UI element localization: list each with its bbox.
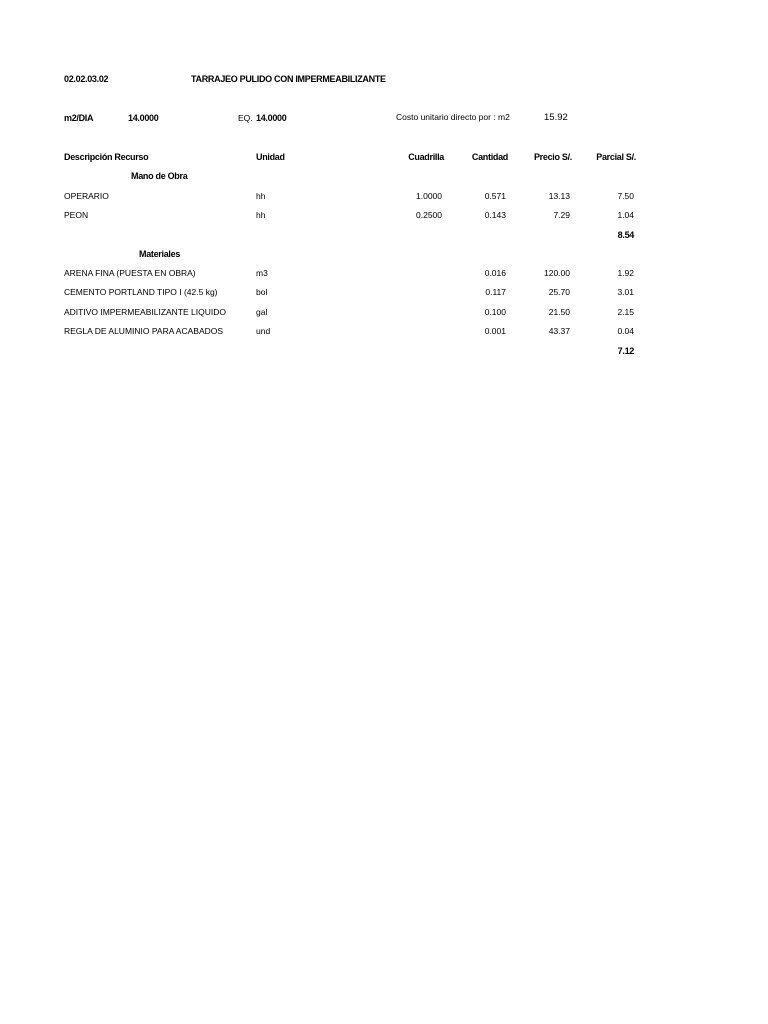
- row-cantidad: 0.571: [484, 191, 506, 201]
- row-parcial: 1.04: [617, 210, 634, 220]
- row-unidad: gal: [256, 307, 268, 317]
- costo-unitario-label: Costo unitario directo por : m2: [396, 112, 510, 122]
- row-precio: 13.13: [548, 191, 570, 201]
- row-precio: 43.37: [548, 326, 570, 336]
- col-descripcion: Descripción Recurso: [64, 152, 149, 162]
- row-precio: 120.00: [544, 268, 570, 278]
- section-materiales-title: Materiales: [139, 249, 181, 259]
- row-unidad: m3: [256, 268, 268, 278]
- eq-value: 14.0000: [256, 113, 287, 123]
- row-precio: 7.29: [553, 210, 570, 220]
- col-cantidad: Cantidad: [471, 152, 508, 162]
- mano-de-obra-subtotal: 8.54: [617, 230, 634, 240]
- row-precio: 25.70: [548, 287, 570, 297]
- item-code: 02.02.03.02: [64, 74, 109, 84]
- col-parcial: Parcial S/.: [596, 152, 636, 162]
- row-unidad: hh: [256, 191, 266, 201]
- row-parcial: 3.01: [617, 287, 634, 297]
- eq-label: EQ.: [238, 113, 253, 123]
- row-cantidad: 0.100: [484, 307, 506, 317]
- costo-unitario-value: 15.92: [544, 112, 568, 123]
- row-parcial: 7.50: [617, 191, 634, 201]
- row-descripcion: ADITIVO IMPERMEABILIZANTE LIQUIDO: [64, 307, 226, 317]
- row-parcial: 0.04: [617, 326, 634, 336]
- section-mano-de-obra-title: Mano de Obra: [131, 171, 188, 181]
- row-cuadrilla: 1.0000: [416, 191, 442, 201]
- row-descripcion: ARENA FINA (PUESTA EN OBRA): [64, 268, 196, 278]
- row-cantidad: 0.143: [484, 210, 506, 220]
- rendimiento-label: m2/DIA: [64, 113, 94, 123]
- col-cuadrilla: Cuadrilla: [408, 152, 444, 162]
- row-unidad: und: [256, 326, 271, 336]
- row-unidad: hh: [256, 210, 266, 220]
- row-descripcion: CEMENTO PORTLAND TIPO I (42.5 kg): [64, 287, 218, 297]
- item-title: TARRAJEO PULIDO CON IMPERMEABILIZANTE: [191, 74, 386, 84]
- row-cantidad: 0.016: [484, 268, 506, 278]
- row-cantidad: 0.001: [484, 326, 506, 336]
- row-parcial: 1.92: [617, 268, 634, 278]
- row-descripcion: PEON: [64, 210, 89, 220]
- rendimiento-value: 14.0000: [128, 113, 159, 123]
- row-precio: 21.50: [548, 307, 570, 317]
- row-parcial: 2.15: [617, 307, 634, 317]
- row-descripcion: OPERARIO: [64, 191, 109, 201]
- row-descripcion: REGLA DE ALUMINIO PARA ACABADOS: [64, 326, 224, 336]
- materiales-subtotal: 7.12: [617, 346, 634, 356]
- col-unidad: Unidad: [256, 152, 285, 162]
- col-precio: Precio S/.: [533, 152, 572, 162]
- row-unidad: bol: [256, 287, 268, 297]
- row-cantidad: 0.117: [485, 287, 506, 297]
- row-cuadrilla: 0.2500: [416, 210, 442, 220]
